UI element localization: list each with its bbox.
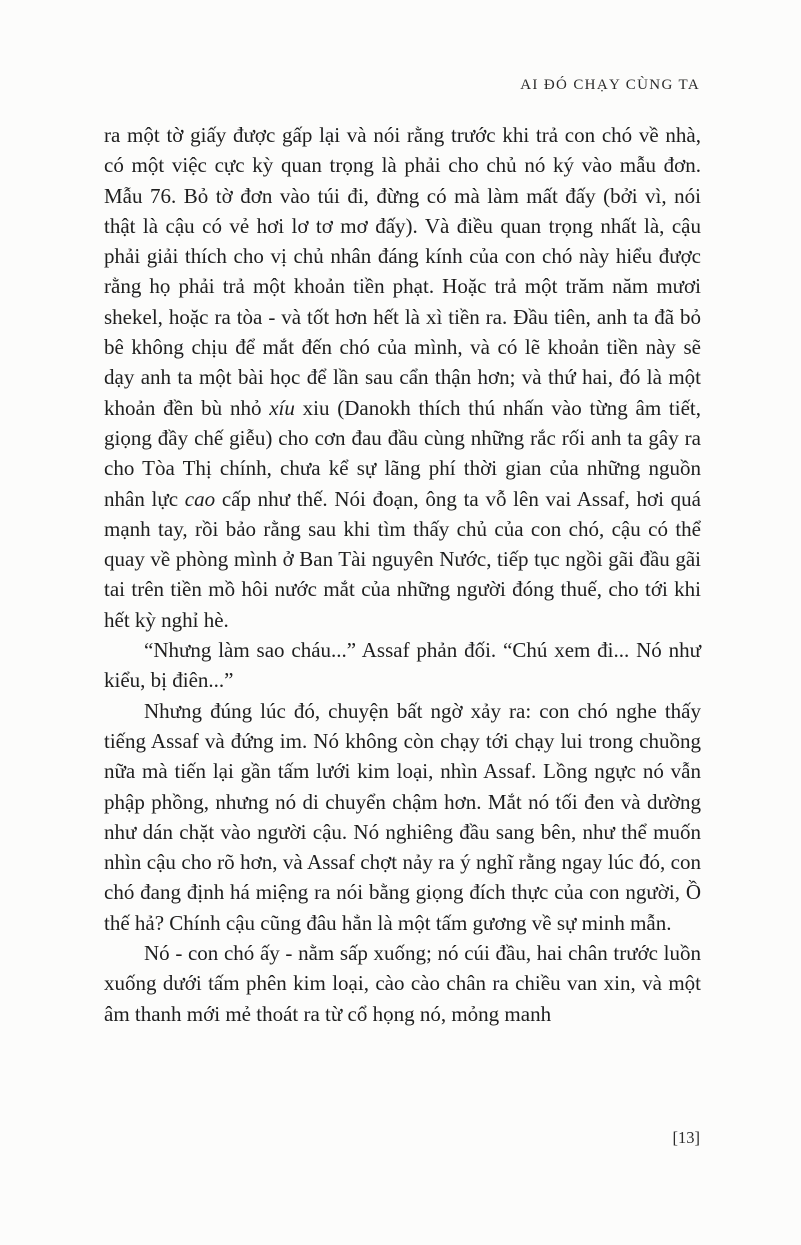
text-run: cấp như thế. Nói đoạn, ông ta vỗ lên vai Assaf, hơi quá mạnh tay, rồi bảo rằng sau khi tìm thấy chủ của con chó, cậu có thể quay về phòng mình ở Ban Tài nguyên Nước, tiếp tục ngồi gãi đầu gãi tai trên tiền mồ hôi nước mắt của những người đóng thuế, cho tới khi hết kỳ nghỉ hè. (104, 486, 701, 632)
page-body (104, 120, 701, 1029)
text-run: Nhưng đúng lúc đó, chuyện bất ngờ xảy ra: con chó nghe thấy tiếng Assaf và đứng im. Nó không còn chạy tới chạy lui trong chuồng nữa mà tiến lại gần tấm lưới kim loại, nhìn Assaf. Lồng ngực nó vẫn phập phồng, nhưng nó di chuyển chậm hơn. Mắt nó tối đen và dường như dán chặt vào người cậu. Nó nghiêng đầu sang bên, như thể muốn nhìn cậu cho rõ hơn, và Assaf chợt nảy ra ý nghĩ rằng ngay lúc đó, con chó đang định há miệng ra nói bằng giọng đích thực của con người, Ồ thế hả? Chính cậu cũng đâu hẳn là một tấm gương về sự minh mẫn. (104, 698, 701, 935)
text-run: Nó - con chó ấy - nằm sấp xuống; nó cúi đầu, hai chân trước luồn xuống dưới tấm phên kim loại, cào cào chân ra chiều van xin, và một âm thanh mới mẻ thoát ra từ cổ họng nó, mỏng manh (104, 941, 701, 1026)
paragraph-1 (104, 120, 701, 635)
paragraph-4 (104, 938, 701, 1029)
paragraph-2 (104, 635, 701, 696)
paragraph-3 (104, 696, 701, 938)
text-run: ra một tờ giấy được gấp lại và nói rằng trước khi trả con chó về nhà, có một việc cực kỳ quan trọng là phải cho chủ nó ký vào mẫu đơn. Mẫu 76. Bỏ tờ đơn vào túi đi, đừng có mà làm mất đấy (bởi vì, nói thật là cậu có vẻ hơi lơ tơ mơ đấy). Và điều quan trọng nhất là, cậu phải giải thích cho vị chủ nhân đáng kính của con chó này hiểu được rằng họ phải trả một khoản tiền phạt. Hoặc trả một trăm năm mươi shekel, hoặc ra tòa - và tốt hơn hết là xì tiền ra. Đầu tiên, anh ta đã bỏ bê không chịu để mắt đến chó của mình, và có lẽ khoản tiền này sẽ dạy anh ta một bài học để lần sau cẩn thận hơn; và thứ hai, đó là một khoản đền bù nhỏ (104, 123, 701, 420)
text-run-italic: xíu (269, 395, 295, 420)
text-run: xiu (Danokh thích thú nhấn vào từng âm tiết, giọng đầy chế giễu) cho cơn đau đầu cùng những rắc rối anh ta gây ra cho Tòa Thị chính, chưa kể sự lãng phí thời gian của những nguồn nhân lực (104, 395, 701, 511)
text-run: “Nhưng làm sao cháu...” Assaf phản đối. “Chú xem đi... Nó như kiểu, bị điên...” (104, 638, 701, 693)
text-run-italic: cao (184, 486, 216, 511)
running-head: AI ĐÓ CHẠY CÙNG TA (520, 77, 700, 93)
page-number: [13] (672, 1128, 700, 1147)
